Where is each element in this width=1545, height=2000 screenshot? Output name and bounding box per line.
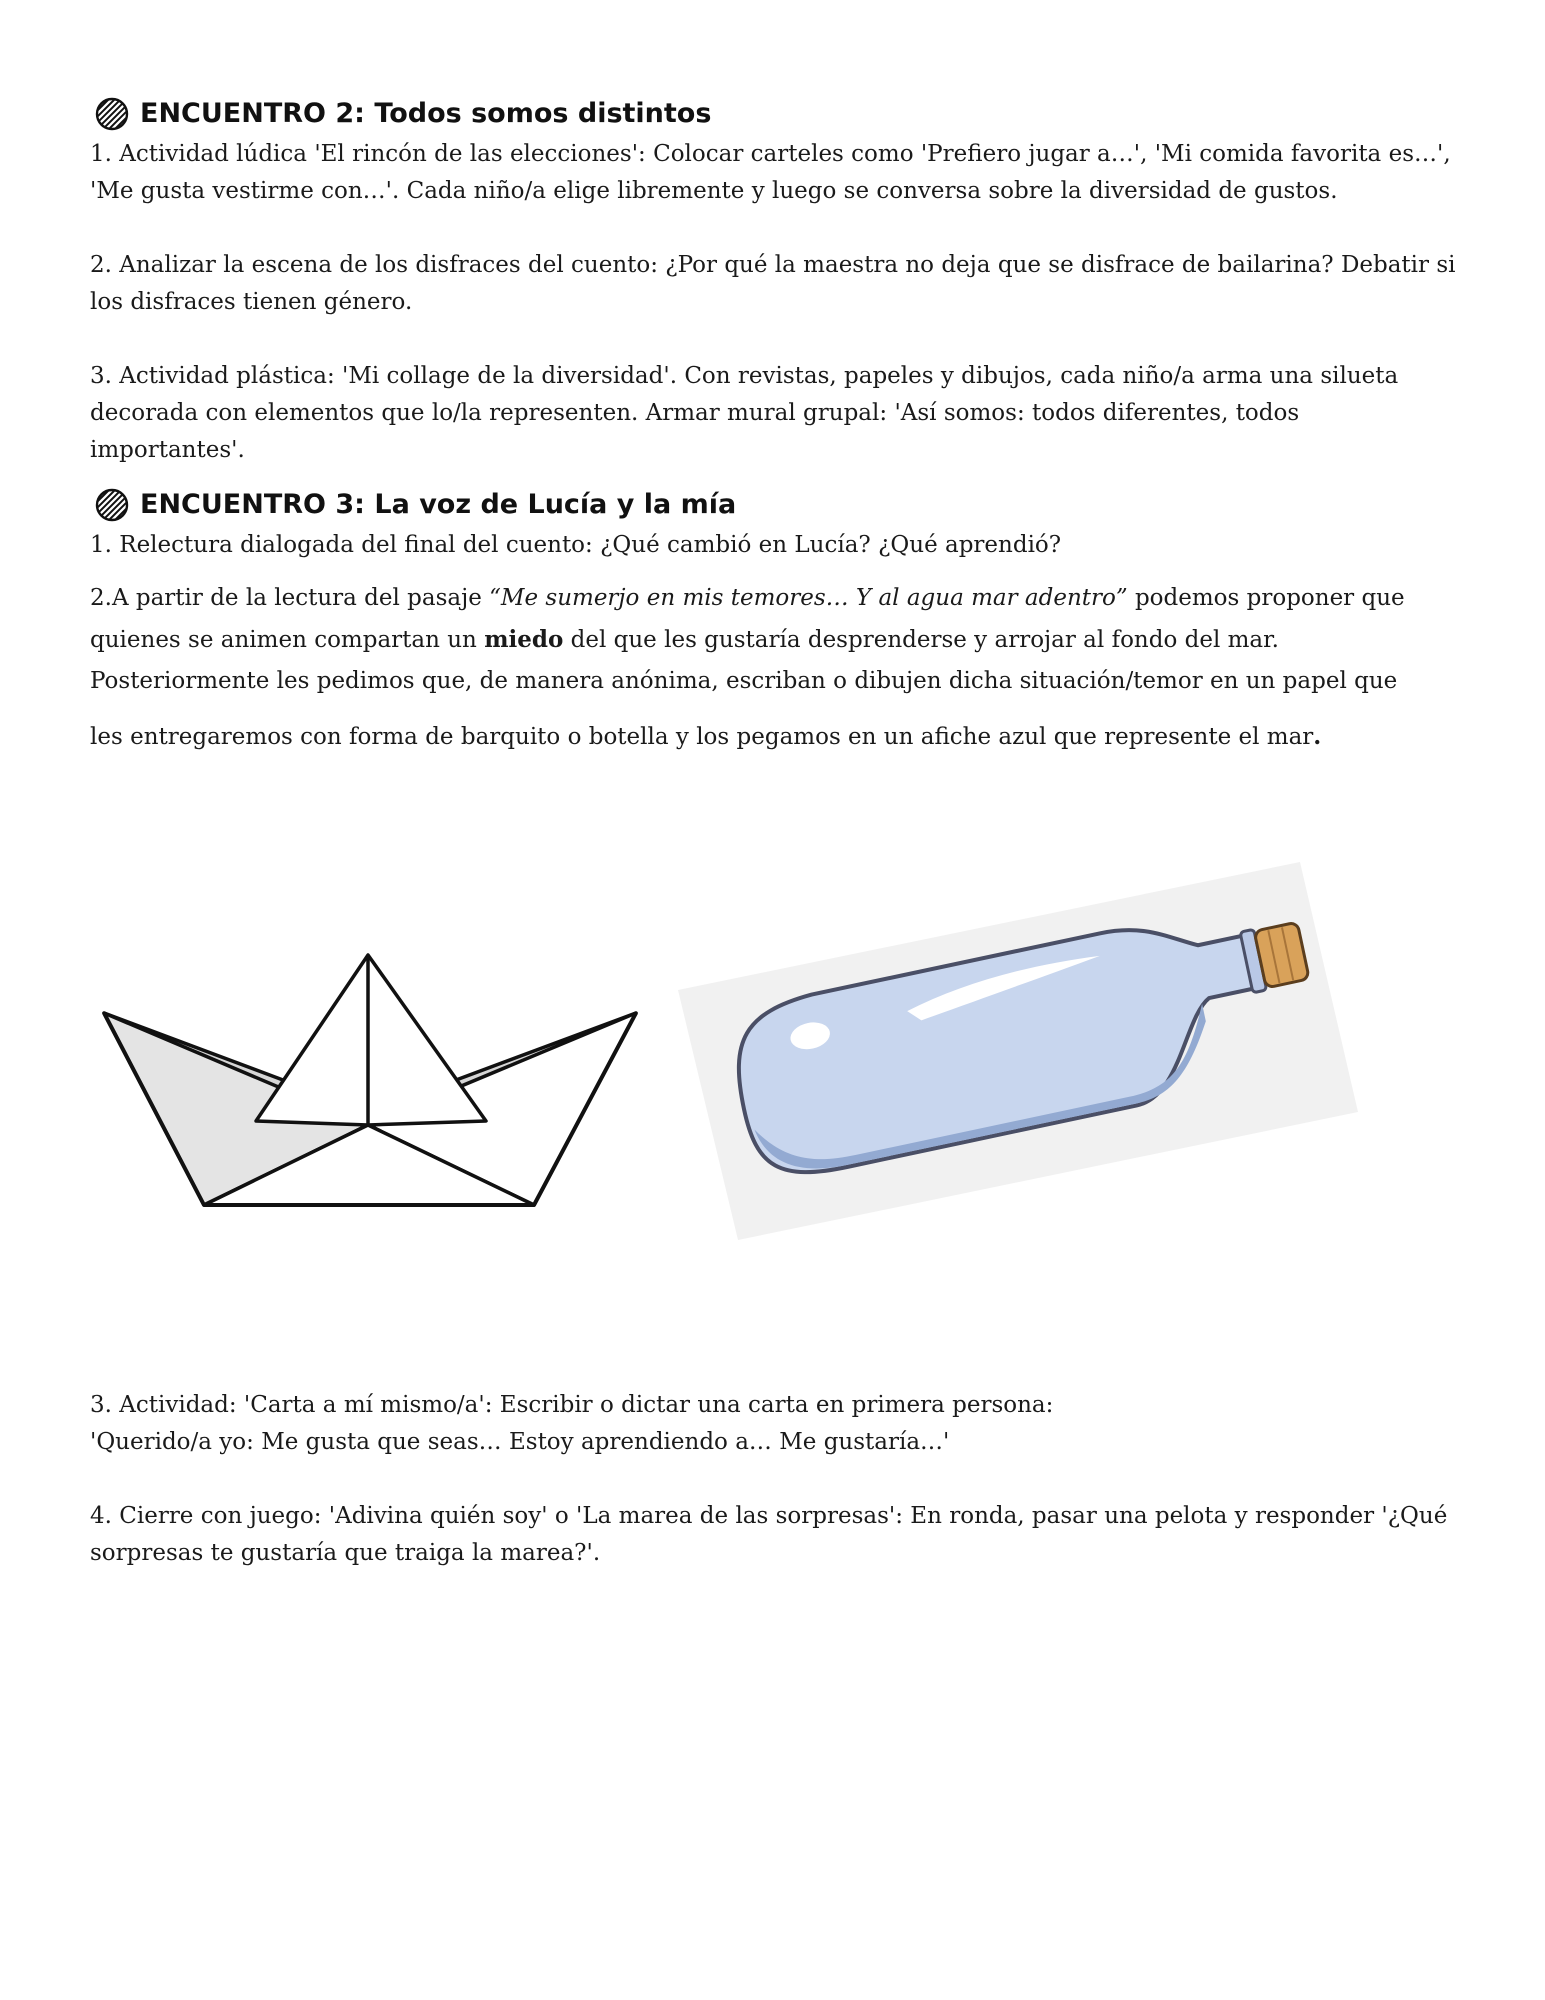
encuentro-3-item-1 (90, 527, 1460, 564)
encuentro-2-heading (90, 92, 1460, 136)
encuentro-2-item-3 (90, 358, 1460, 469)
encuentro-3-item-2-after-quote: podemos proponer que (1127, 585, 1405, 611)
encuentro-3-item-3-line-2: 'Querido/a yo: Me gusta que seas… Estoy aprendiendo a… Me gustaría…' (90, 1429, 950, 1455)
encuentro-3-item-3-line-1: 3. Actividad: 'Carta a mí mismo/a': Escribir o dictar una carta en primera persona: (90, 1392, 1054, 1418)
encuentro-3-item-4-line-2: sorpresas te gustaría que traiga la marea?'. (90, 1540, 601, 1566)
encuentro-3-item-2-period: . (1313, 723, 1322, 750)
document-page (90, 92, 1460, 758)
encuentro-3-item-2-prefix: 2.A partir de la lectura del pasaje (90, 585, 490, 611)
encuentro-3-item-2-line-2-a: quienes se animen compartan un (90, 627, 485, 653)
encuentro-3-item-2-bold-word: miedo (484, 626, 564, 653)
encuentro-3-item-4 (90, 1498, 1460, 1572)
encuentro-2-item-2-line-1: 2. Analizar la escena de los disfraces del cuento: ¿Por qué la maestra no deja que se disfrace de bailarina? Debatir si (90, 252, 1456, 278)
encuentro-3-item-2-line-4: les entregaremos con forma de barquito o botella y los pegamos en un afiche azul que represente el mar (90, 724, 1314, 750)
encuentro-3-item-2-line-2-b: del que les gustaría desprenderse y arrojar al fondo del mar. (563, 627, 1279, 653)
hatched-circle-icon (94, 487, 130, 523)
encuentro-2-item-2-line-2: los disfraces tienen género. (90, 289, 413, 315)
hatched-circle-icon (94, 96, 130, 132)
encuentro-3-item-4-line-1: 4. Cierre con juego: 'Adivina quién soy' o 'La marea de las sorpresas': En ronda, pasar una pelota y responder '¿Qué (90, 1503, 1448, 1529)
encuentro-3-item-3 (90, 1387, 1460, 1461)
encuentro-3-item-2-quote: “Me sumerjo en mis temores… Y al agua mar adentro” (489, 585, 1128, 611)
encuentro-2-item-1-line-2: 'Me gusta vestirme con…'. Cada niño/a elige libremente y luego se conversa sobre la diversidad de gustos. (90, 178, 1338, 204)
encuentro-3-item-2-line-3: Posteriormente les pedimos que, de manera anónima, escriban o dibujen dicha situación/temor en un papel que (90, 668, 1398, 694)
encuentro-2-item-3-line-1: 3. Actividad plástica: 'Mi collage de la diversidad'. Con revistas, papeles y dibujos, cada niño/a arma una silueta (90, 363, 1399, 389)
message-bottle-icon (668, 862, 1358, 1240)
encuentro-2-item-3-line-3: importantes'. (90, 437, 245, 463)
encuentro-3-continued (90, 1387, 1460, 1572)
encuentro-2-item-3-line-2: decorada con elementos que lo/la representen. Armar mural grupal: 'Así somos: todos diferentes, todos (90, 400, 1300, 426)
encuentro-3-item-2-line-4-wrap (90, 716, 1460, 758)
encuentro-2-title: ENCUENTRO 2: Todos somos distintos (140, 98, 712, 129)
encuentro-3-heading (90, 483, 1460, 527)
encuentro-3-title: ENCUENTRO 3: La voz de Lucía y la mía (140, 489, 737, 520)
encuentro-3-item-1-text: 1. Relectura dialogada del final del cuento: ¿Qué cambió en Lucía? ¿Qué aprendió? (90, 532, 1062, 558)
encuentro-2-item-2 (90, 247, 1460, 321)
encuentro-2-item-1-line-1: 1. Actividad lúdica 'El rincón de las elecciones': Colocar carteles como 'Prefiero jugar a…', 'Mi comida favorita es…', (90, 141, 1451, 167)
paper-boat-icon (96, 935, 646, 1225)
encuentro-2-item-1 (90, 136, 1460, 210)
encuentro-3-item-2 (90, 578, 1460, 758)
